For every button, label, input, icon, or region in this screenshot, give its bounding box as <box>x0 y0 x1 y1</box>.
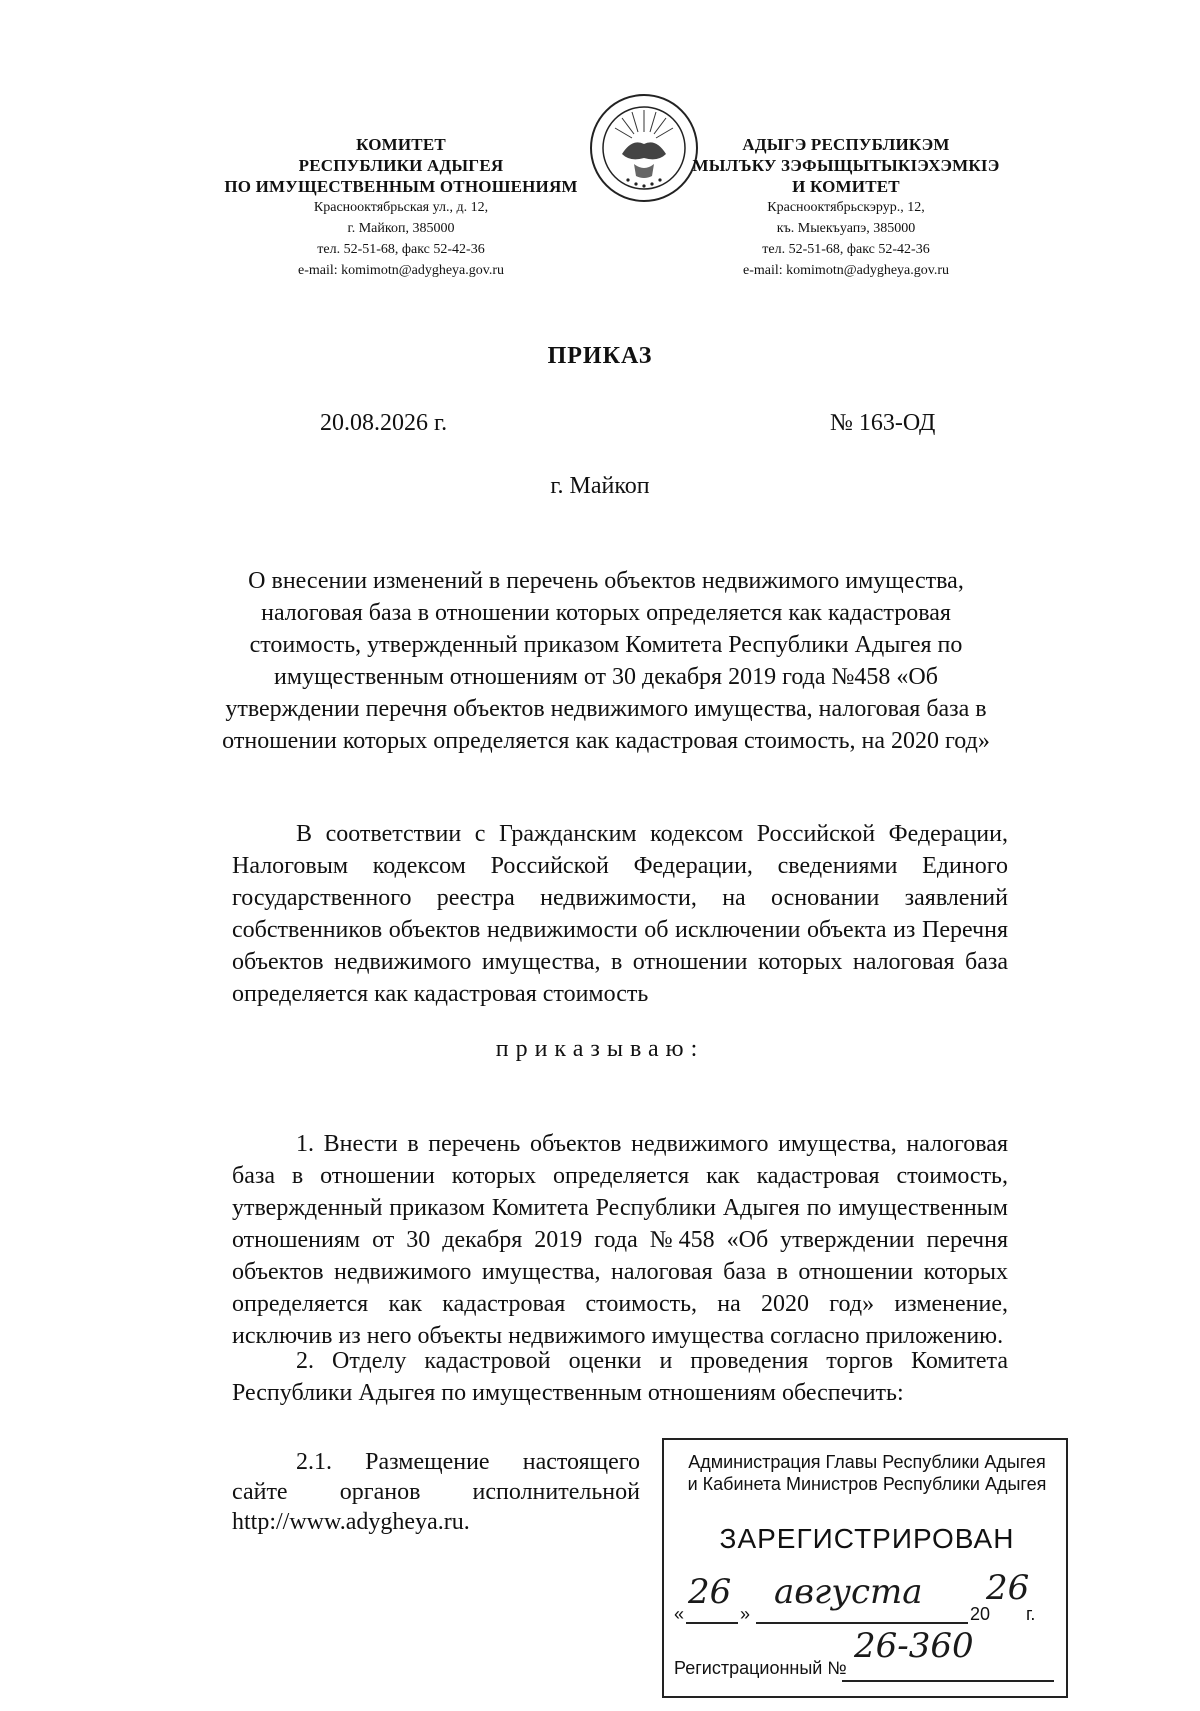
stamp-number-underline <box>842 1680 1054 1682</box>
stamp-month: августа <box>774 1572 923 1612</box>
document-number: № 163-ОД <box>830 410 936 436</box>
header-left <box>218 134 584 281</box>
basis-paragraph: В соответствии с Гражданским кодексом Российской Федерации, Налоговым кодексом Российской Федерации, сведениями Единого государственного реестра недвижимости, на основании заявлений собственников объектов недвижимости об исключении объекта из Перечня объектов недвижимого имущества, в отношении которых налоговая база определяется как кадастровая стоимость <box>232 821 1008 1007</box>
header-right <box>688 134 1004 281</box>
header-right-email: e-mail: komimotn@adygheya.gov.ru <box>743 263 949 278</box>
stamp-reg-number: 26-360 <box>854 1626 974 1666</box>
stamp-date-row <box>674 1568 1056 1630</box>
header-right-line2: МЫЛЪКУ ЗЭФЫЩЫТЫКIЭХЭМКIЭ <box>692 156 1000 175</box>
stamp-quote-close: » <box>740 1604 751 1624</box>
stamp-org-line2: и Кабинета Министров Республики Адыгея <box>687 1474 1047 1494</box>
item-2-paragraph: 2. Отделу кадастровой оценки и проведения торгов Комитета Республики Адыгея по имущественным отношениям обеспечить: <box>232 1348 1008 1406</box>
header-left-line3: ПО ИМУЩЕСТВЕННЫМ ОТНОШЕНИЯМ <box>224 177 578 196</box>
header-right-line1: АДЫГЭ РЕСПУБЛИКЭМ <box>742 135 950 154</box>
stamp-number-row <box>674 1626 1056 1686</box>
registration-stamp <box>662 1438 1068 1698</box>
document-title: ПРИКАЗ <box>547 343 653 369</box>
header-right-line3: И КОМИТЕТ <box>792 177 900 196</box>
header-left-email: e-mail: komimotn@adygheya.gov.ru <box>298 263 504 278</box>
document-subject: О внесении изменений в перечень объектов недвижимого имущества, налоговая база в отношении которых определяется как кадастровая стоимость, утвержденный приказом Комитета Республики Адыгея по имущественным отношениям от 30 декабря 2019 года №458 «Об утверждении перечня объектов недвижимого имущества, налоговая база в отношении которых определяется как кадастровая стоимость, на 2020 год» <box>222 568 990 754</box>
stamp-day-underline <box>686 1622 738 1624</box>
stamp-year: 26 <box>986 1568 1030 1608</box>
stamp-year-prefix: 20 <box>970 1604 991 1624</box>
header-left-line2: РЕСПУБЛИКИ АДЫГЕЯ <box>298 156 504 175</box>
header-left-address1: Краснооктябрьская ул., д. 12, <box>313 200 489 215</box>
header-left-address2: г. Майкоп, 385000 <box>347 221 455 236</box>
republic-emblem-icon <box>588 92 700 204</box>
document-city: г. Майкоп <box>550 473 650 499</box>
header-right-phone: тел. 52-51-68, факс 52-42-36 <box>762 242 930 257</box>
stamp-quote-open: « <box>674 1604 685 1624</box>
header-right-address2: къ. Мыекъуапэ, 385000 <box>776 221 916 236</box>
stamp-org-line1: Администрация Главы Республики Адыгея <box>688 1452 1046 1472</box>
item-1-paragraph: 1. Внести в перечень объектов недвижимого имущества, налоговая база в отношении которых определяется как кадастровая стоимость, утвержденный приказом Комитета Республики Адыгея по имущественным отношениям от 30 декабря 2019 года №458 «Об утверждении перечня объектов недвижимого имущества, налоговая база в отношении которых определяется как кадастровая стоимость, на 2020 год» изменение, исключив из него объекты недвижимого имущества согласно приложению. <box>232 1131 1008 1349</box>
document-date: 20.08.2026 г. <box>320 410 448 436</box>
stamp-registered: ЗАРЕГИСТРИРОВАН <box>719 1523 1015 1554</box>
header-right-address1: Краснооктябрьскэрур., 12, <box>767 200 925 215</box>
orders-heading: приказываю: <box>495 1036 705 1062</box>
header-left-phone: тел. 52-51-68, факс 52-42-36 <box>317 242 485 257</box>
item-2-1-paragraph: 2.1. Размещение настоящего сайте органов исполнительной http://www.adygheya.ru. <box>232 1449 640 1535</box>
stamp-reg-label: Регистрационный № <box>674 1658 847 1678</box>
stamp-year-suffix: г. <box>1026 1604 1036 1624</box>
header-left-line1: КОМИТЕТ <box>356 135 446 154</box>
stamp-month-underline <box>756 1622 968 1624</box>
stamp-day: 26 <box>688 1572 732 1612</box>
